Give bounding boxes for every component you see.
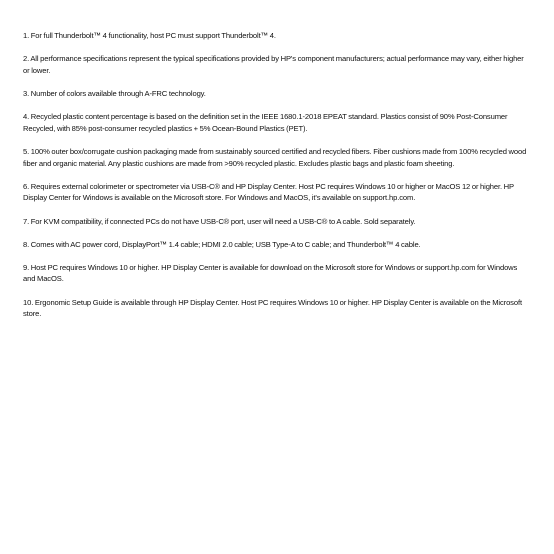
footnote-4: 4. Recycled plastic content percentage is based on the definition set in the IEEE 1680.1-2018 EPEAT standard. Plastics consist of 90% Post-Consumer Recycled, with 85% post-consumer recycled plastics + 5% Ocean-Bound Plastics (PET). (23, 112, 508, 133)
footnote-1: 1. For full Thunderbolt™ 4 functionality, host PC must support Thunderbolt™ 4. (23, 31, 276, 40)
footnote-8: 8. Comes with AC power cord, DisplayPort™ 1.4 cable; HDMI 2.0 cable; USB Type-A to C cable; and Thunderbolt™ 4 cable. (23, 239, 421, 249)
footnote-3: 3. Number of colors available through A-FRC technology. (23, 88, 206, 98)
footnote-10: 10. Ergonomic Setup Guide is available through HP Display Center. Host PC requires Windows 10 or higher. HP Display Center is available on the Microsoft store. (23, 297, 522, 319)
footnote-5: 5. 100% outer box/corrugate cushion packaging made from sustainably sourced certified and recycled fibers. Fiber cushions made from 100% recycled wood fiber and organic material. Any plastic cushions are made from >90% recycled plastic. Excludes plastic bags and plastic foam sheeting. (23, 146, 527, 168)
footnote-9: 9. Host PC requires Windows 10 or higher. HP Display Center is available for download on the Microsoft store for Windows or support.hp.com for Windows and MacOS. (23, 262, 518, 284)
footnotes-list (23, 30, 531, 331)
footnote-2: 2. All performance specifications represent the typical specifications provided by HP's component manufacturers; actual performance may vary, either higher or lower. (23, 54, 524, 75)
footnote-7: 7. For KVM compatibility, if connected PCs do not have USB-C® port, user will need a USB-C® to A cable. Sold separately. (23, 216, 416, 226)
footnote-6: 6. Requires external colorimeter or spectrometer via USB-C® and HP Display Center. Host PC requires Windows 10 or higher or MacOS 12 or higher. HP Display Center for Windows is available on the Microsoft store. For Windows and MacOS, it's available on support.hp.com. (23, 181, 514, 203)
